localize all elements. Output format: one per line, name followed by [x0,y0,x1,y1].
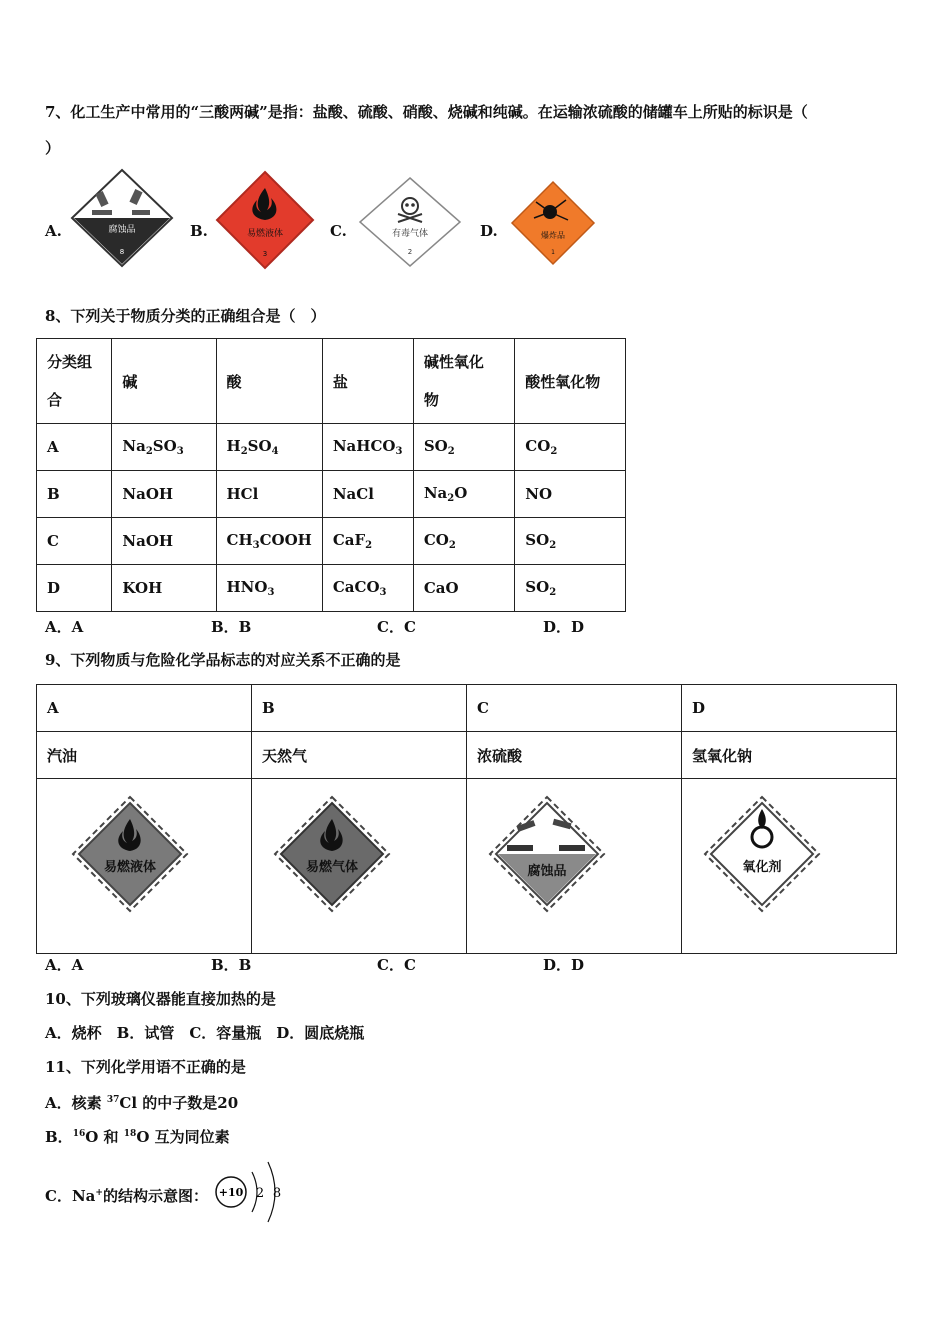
shell-2-electrons: 8 [272,1186,282,1201]
header-cell: 碱性氧化 物 [413,339,514,424]
table-cell: $CO_2$ [413,518,514,565]
header-cell: 酸 [216,339,322,424]
table-cell: C [467,685,682,732]
q7-option-d-label: D. [480,222,498,240]
q11-option-a[interactable]: A．核素 $^{37}$Cl 的中子数是20 [45,1094,239,1112]
flammable-gas-sign [252,779,465,949]
q7-sign-b-text: 易燃液体 [246,229,284,239]
table-row [37,779,897,954]
q9-answer-c[interactable]: C．C [377,956,416,974]
table-cell: A [37,685,252,732]
table-cell: $HNO_3$ [216,565,322,612]
table-cell: NaHCO$_3$ [322,424,413,471]
q7-sign-explosive [510,180,596,266]
table-cell: D [682,685,897,732]
table-row [37,565,626,612]
q7-sign-b-num: 3 [262,250,268,258]
table-row [37,518,626,565]
header-cell: 酸性氧化物 [515,339,626,424]
table-cell: 氢氧化钠 [682,732,897,779]
q9-sign-c-text: 腐蚀品 [527,864,567,879]
table-cell: 汽油 [37,732,252,779]
table-cell: 天然气 [252,732,467,779]
q9-sign-b-text: 易燃气体 [305,860,359,875]
q7-sign-c-num: 2 [407,248,413,256]
q9-answer-d[interactable]: D．D [543,956,585,974]
q8-answer-a[interactable]: A．A [45,618,84,636]
table-cell: NaCl [322,471,413,518]
table-cell: $CO_2$ [515,424,626,471]
header-cell: 盐 [322,339,413,424]
oxidizer-sign [682,779,895,949]
q10-options[interactable]: A．烧杯 B．试管 C．容量瓶 D．圆底烧瓶 [45,1024,365,1042]
table-cell [467,779,682,954]
q11-text: 11、下列化学用语不正确的是 [45,1058,246,1076]
table-cell [252,779,467,954]
table-cell: $SO_2$ [413,424,514,471]
q8-table [36,338,626,612]
q7-sign-flammable-liquid [215,170,315,270]
table-cell [682,779,897,954]
table-row [37,471,626,518]
q7-option-c-label: C. [330,222,347,240]
q11-option-b[interactable]: B．$^{16}$O 和 $^{18}$O 互为同位素 [45,1128,230,1146]
q7-option-b-label: B. [190,222,208,240]
table-cell: NaOH [112,471,216,518]
q7-sign-d-text: 爆炸品 [541,231,565,240]
table-cell: $SO_2$ [515,565,626,612]
table-cell: $SO_2$ [515,518,626,565]
nucleus-charge: +10 [218,1186,244,1199]
q9-sign-d-text: 氧化剂 [742,860,782,875]
table-header-row [37,339,626,424]
q8-answer-c[interactable]: C．C [377,618,416,636]
q7-option-a-label: A. [45,222,62,240]
q7-sign-a-num: 8 [119,248,125,256]
q9-answer-a[interactable]: A．A [45,956,84,974]
q8-text: 8、下列关于物质分类的正确组合是（ ） [45,307,326,325]
q7-sign-a-text: 腐蚀品 [108,225,136,235]
table-cell: 浓硫酸 [467,732,682,779]
table-row [37,424,626,471]
q7-text: 7、化工生产中常用的“三酸两碱”是指：盐酸、硫酸、硝酸、烧碱和纯碱。在运输浓硫酸的储罐车上所贴的标识是（ [45,103,808,121]
table-cell: CaCO$_3$ [322,565,413,612]
table-cell [37,779,252,954]
table-cell: CaO [413,565,514,612]
table-cell: NaOH [112,518,216,565]
flammable-liquid-sign [37,779,250,949]
table-cell: CaF$_2$ [322,518,413,565]
table-cell: HCl [216,471,322,518]
table-row [37,732,897,779]
header-cell: 碱 [112,339,216,424]
table-row [37,685,897,732]
header-cell: 分类组 合 [37,339,112,424]
table-cell: $Na_2O$ [413,471,514,518]
q7-text-cont: ） [45,139,61,157]
q7-sign-corrosive [70,168,175,268]
q8-answer-b[interactable]: B．B [211,618,252,636]
table-cell: B [37,471,112,518]
na-ion-structure-diagram [210,1158,290,1226]
q11-option-c[interactable]: C．Na+的结构示意图： [45,1187,208,1205]
shell-1-electrons: 2 [255,1186,265,1201]
table-cell: C [37,518,112,565]
table-cell: B [252,685,467,732]
table-cell: KOH [112,565,216,612]
q7-sign-c-text: 有毒气体 [391,229,429,239]
table-cell: NO [515,471,626,518]
q9-sign-a-text: 易燃液体 [103,860,157,875]
table-cell: A [37,424,112,471]
q9-text: 9、下列物质与危险化学品标志的对应关系不正确的是 [45,651,401,669]
table-cell: D [37,565,112,612]
table-cell: $Na_2SO_3$ [112,424,216,471]
table-cell: $H_2SO_4$ [216,424,322,471]
q9-table [36,684,897,954]
table-cell: $CH_3COOH$ [216,518,322,565]
corrosive-sign [467,779,680,949]
q7-sign-d-num: 1 [551,249,555,256]
q8-answer-d[interactable]: D．D [543,618,585,636]
q7-sign-toxic-gas [358,176,463,268]
q9-answer-b[interactable]: B．B [211,956,252,974]
q10-text: 10、下列玻璃仪器能直接加热的是 [45,990,276,1008]
